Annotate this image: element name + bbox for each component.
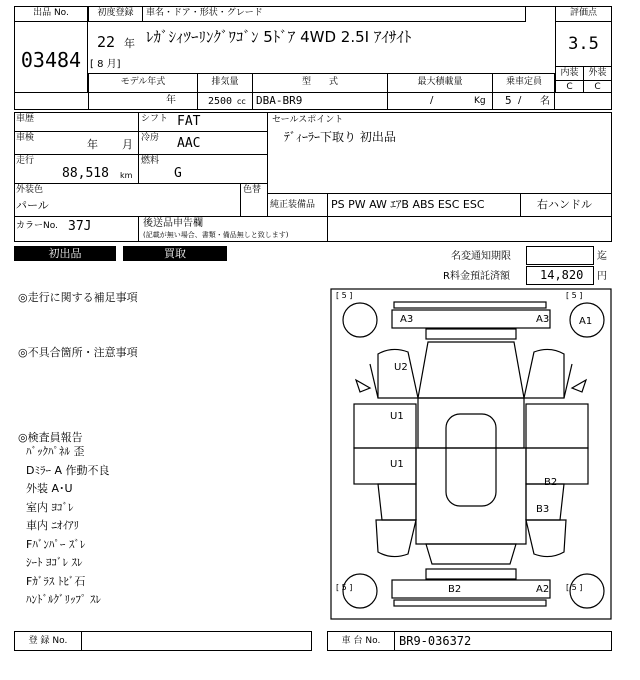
color-no-value: 37J — [68, 219, 92, 234]
damage-mark: B2 — [544, 477, 558, 488]
inspector-line: ﾊﾞｯｸﾊﾟﾈﾙ 歪 — [26, 445, 85, 458]
damage-mark: A1 — [579, 316, 593, 327]
ac-label: 冷房 — [141, 133, 160, 143]
capacity-slash: / — [518, 95, 522, 106]
recycle-label: R料金預託済額 — [443, 271, 510, 282]
reg-month: [ 8 月] — [90, 59, 121, 70]
purchase-badge: 買取 — [123, 246, 227, 261]
grade-label: 評価点 — [569, 8, 597, 18]
inspector-report-label: ◎検査員報告 — [18, 431, 83, 444]
model-year-unit: 年 — [166, 95, 176, 106]
inspector-line: 外装 A･U — [26, 482, 73, 495]
damage-mark: B3 — [536, 504, 550, 515]
name-change-label: 名変通知期限 — [451, 251, 511, 262]
inspector-line: Dﾐﾗｰ A 作動不良 — [26, 463, 110, 477]
max-load-label: 最大積載量 — [417, 77, 463, 87]
damage-mark: A3 — [536, 314, 550, 325]
grade-value: 3.5 — [568, 34, 599, 54]
lot-no-label: 出品 No. — [33, 8, 69, 18]
capacity-label: 乗車定員 — [505, 77, 542, 87]
driving-notes-label: ◎走行に関する補足事項 — [18, 291, 138, 304]
damage-mark: A2 — [536, 584, 550, 595]
mileage-label: 走行 — [16, 156, 35, 166]
tire-label: [ 5 ] — [336, 291, 353, 300]
damage-mark: U2 — [394, 362, 408, 373]
inspection-label: 車検 — [16, 133, 35, 143]
tire-label: [ 5 ] — [566, 291, 583, 300]
aftermarket-note: (記載が無い場合、書類・備品無しと致します) — [143, 231, 289, 239]
damage-mark: B2 — [448, 584, 462, 595]
equipment-value: PS PW AW ｴｱB ABS ESC ESC — [331, 198, 485, 211]
car-name: ﾚｶﾞｼｨﾂｰﾘﾝｸﾞﾜｺﾞﾝ 5ﾄﾞｱ 4WD 2.5I ｱｲｻｲﾄ — [146, 28, 412, 46]
ac-value: AAC — [177, 136, 201, 151]
displacement-unit: cc — [237, 97, 246, 106]
aftermarket-label: 後送品申告欄 — [143, 218, 203, 229]
mileage-unit: km — [120, 171, 133, 180]
color-label: 外装色 — [16, 185, 44, 195]
history-label: 車歴 — [16, 114, 35, 124]
displacement-label: 排気量 — [211, 77, 239, 87]
inspector-line: Fｶﾞﾗｽ ﾄﾋﾞ石 — [26, 574, 86, 588]
inspector-line: 室内 ﾖｺﾞﾚ — [26, 500, 74, 514]
recycle-value: 14,820 — [540, 268, 584, 282]
name-change-unit: 迄 — [597, 251, 607, 262]
color-no-label: カラーNo. — [16, 221, 58, 231]
sales-point-label: セールスポイント — [272, 115, 344, 125]
first-listing-badge: 初出品 — [14, 246, 116, 261]
max-load-slash: / — [430, 95, 434, 106]
lot-no: 03484 — [20, 48, 82, 72]
reg-year-unit: 年 — [124, 37, 135, 50]
inspector-line: Fﾊﾞﾝﾊﾟｰ ｽﾞﾚ — [26, 537, 86, 551]
reg-no-value-cell — [81, 631, 312, 651]
equipment-label: 純正装備品 — [270, 200, 316, 210]
mileage-value: 88,518 — [62, 166, 109, 181]
interior-grade: C — [566, 82, 573, 92]
steering-value: 右ハンドル — [537, 198, 592, 211]
fuel-value: G — [174, 166, 182, 181]
tire-label: [ 5 ] — [336, 583, 353, 592]
aftermarket-value-cell — [327, 216, 612, 242]
damage-mark: U1 — [390, 411, 404, 422]
name-change-box — [526, 246, 594, 265]
recycle-unit: 円 — [597, 271, 607, 282]
color-value: パール — [16, 199, 49, 212]
sales-point-value: ﾃﾞｨｰﾗｰ下取り 初出品 — [284, 130, 396, 144]
shift-label: シフト — [141, 114, 169, 124]
type-value: DBA-BR9 — [256, 94, 303, 107]
type-label: 型 式 — [301, 77, 338, 87]
shift-value: FAT — [177, 114, 201, 129]
exterior-label: 外装 — [588, 68, 607, 78]
damage-mark: U1 — [390, 459, 404, 470]
inspector-report-list — [26, 443, 110, 610]
max-load-unit: Kg — [474, 96, 486, 106]
inspection-month-unit: 月 — [122, 138, 133, 151]
exterior-grade: C — [594, 82, 601, 92]
model-year-label: モデル年式 — [120, 77, 166, 87]
fuel-label: 燃料 — [141, 156, 160, 166]
defects-label: ◎不具合箇所・注意事項 — [18, 346, 138, 359]
damage-mark: A3 — [400, 314, 414, 325]
interior-label: 内装 — [560, 68, 579, 78]
capacity-value: 5 — [505, 94, 512, 107]
first-reg-label: 初度登録 — [97, 8, 134, 18]
damage-diagram — [330, 288, 612, 620]
reg-year: 22 — [97, 33, 116, 51]
capacity-unit: 名 — [540, 96, 550, 107]
chassis-label: 車 台 No. — [341, 636, 381, 646]
inspector-line: ｼｰﾄ ﾖｺﾞﾚ ｽﾚ — [26, 556, 83, 569]
tire-label: [ 5 ] — [566, 583, 583, 592]
inspection-year-unit: 年 — [87, 138, 98, 151]
color-change-label: 色替 — [243, 185, 262, 195]
inspector-line: 車内 ﾆｵｲｱﾘ — [26, 519, 79, 532]
reg-no-label: 登 録 No. — [28, 636, 68, 646]
car-name-label: 車名・ドア・形状・グレード — [146, 8, 263, 18]
chassis-value: BR9-036372 — [399, 634, 472, 648]
inspector-line: ﾊﾝﾄﾞﾙｸﾞﾘｯﾌﾟ ｽﾚ — [26, 593, 101, 606]
displacement-value: 2500 — [208, 96, 233, 107]
